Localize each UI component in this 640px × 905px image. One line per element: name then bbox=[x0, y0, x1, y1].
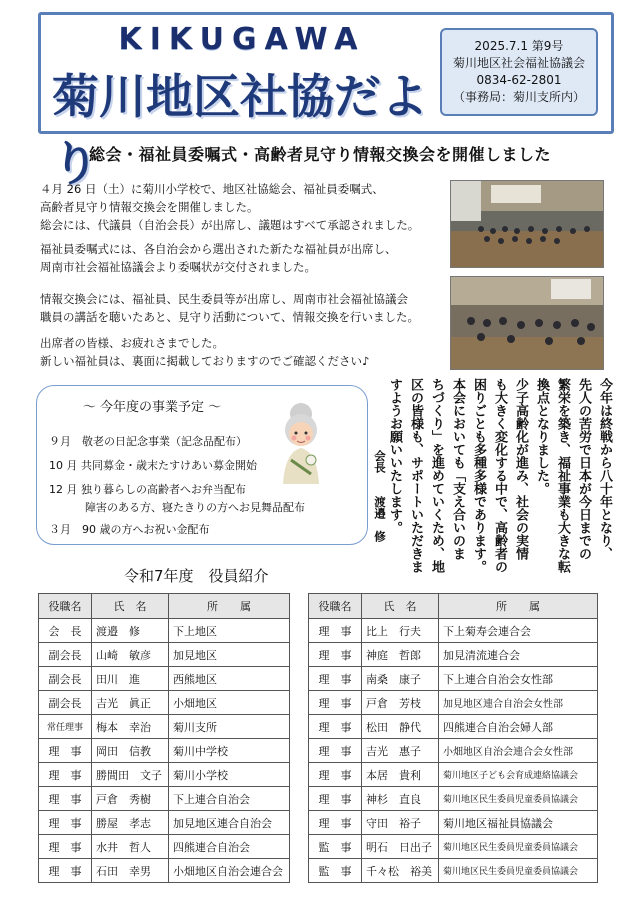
officer-name: 松田 静代 bbox=[362, 715, 439, 739]
officer-role: 副会長 bbox=[39, 691, 92, 715]
table-row bbox=[39, 691, 290, 715]
schedule-item: 障害のある方、寝たきりの方へお見舞品配布 bbox=[85, 501, 305, 514]
officer-affiliation: 菊川地区民生委員児童委員協議会 bbox=[439, 859, 598, 883]
table-row bbox=[39, 859, 290, 883]
officers-title: 令和7年度 役員紹介 bbox=[124, 567, 269, 585]
officer-role: 監 事 bbox=[309, 835, 362, 859]
message-line: 換点となりました。 bbox=[534, 378, 549, 495]
article-line: 情報交換会には、福祉員、民生委員等が出席し、周南市社会福祉協議会 bbox=[40, 292, 408, 306]
officer-role: 会 長 bbox=[39, 619, 92, 643]
schedule-item: 10 月 共同募金・歳末たすけあい募金開始 bbox=[49, 459, 257, 472]
column-header: 役職名 bbox=[309, 594, 362, 619]
table-row bbox=[309, 715, 598, 739]
officer-affiliation: 下上菊寿会連合会 bbox=[439, 619, 598, 643]
officer-role: 理 事 bbox=[39, 763, 92, 787]
officer-name: 南桑 康子 bbox=[362, 667, 439, 691]
message-line: 区の皆様も、サポートいただきま bbox=[408, 378, 423, 573]
table-row bbox=[39, 643, 290, 667]
officer-affiliation: 下上地区 bbox=[169, 619, 290, 643]
table-row bbox=[39, 835, 290, 859]
message-line: 繁栄を築き、福祉事業も大きな転 bbox=[555, 378, 570, 573]
officer-role: 理 事 bbox=[309, 619, 362, 643]
officer-role: 理 事 bbox=[309, 667, 362, 691]
table-row bbox=[39, 811, 290, 835]
officer-role: 常任理事 bbox=[39, 715, 92, 739]
officer-role: 理 事 bbox=[39, 787, 92, 811]
column-header: 氏 名 bbox=[92, 594, 169, 619]
officer-name: 梅本 幸治 bbox=[92, 715, 169, 739]
officer-affiliation: 下上連合自治会 bbox=[169, 787, 290, 811]
message-line: ちづくり」を進めていくため、地 bbox=[429, 378, 444, 573]
officer-role: 理 事 bbox=[309, 691, 362, 715]
article-line: 高齢者見守り情報交換会を開催しました。 bbox=[40, 200, 259, 214]
masthead-title-jp: 菊川地区社協だより bbox=[52, 70, 428, 192]
photo-information-exchange bbox=[450, 276, 604, 370]
column-header: 氏 名 bbox=[362, 594, 439, 619]
message-line: すようお願いいたします。 bbox=[387, 378, 402, 534]
officer-role: 理 事 bbox=[309, 787, 362, 811]
officer-role: 理 事 bbox=[309, 643, 362, 667]
officer-name: 戸倉 芳枝 bbox=[362, 691, 439, 715]
officer-affiliation: 菊川地区福祉員協議会 bbox=[439, 811, 598, 835]
schedule-item: ３月 90 歳の方へお祝い金配布 bbox=[49, 523, 210, 536]
officer-name: 本居 貴利 bbox=[362, 763, 439, 787]
officer-role: 副会長 bbox=[39, 667, 92, 691]
officers-table-left bbox=[38, 593, 290, 883]
message-line: 少子高齢化が進み、社会の実情 bbox=[513, 378, 528, 560]
table-row bbox=[309, 859, 598, 883]
table-header-row bbox=[39, 594, 290, 619]
officer-name: 石田 幸男 bbox=[92, 859, 169, 883]
schedule-title: ～ 今年度の事業予定 ～ bbox=[82, 400, 222, 415]
officer-affiliation: 加見清流連合会 bbox=[439, 643, 598, 667]
table-row bbox=[39, 739, 290, 763]
table-row bbox=[309, 763, 598, 787]
article-line: ４月 26 日（土）に菊川小学校で、地区社協総会、福祉員委嘱式、 bbox=[40, 182, 384, 196]
table-row bbox=[309, 835, 598, 859]
table-header-row bbox=[309, 594, 598, 619]
chairperson-signature: 会長 渡邉 修 bbox=[373, 450, 387, 542]
officer-name: 山崎 敏彦 bbox=[92, 643, 169, 667]
table-row bbox=[309, 739, 598, 763]
officer-affiliation: 小畑地区自治会連合会女性部 bbox=[439, 739, 598, 763]
table-row bbox=[309, 787, 598, 811]
officer-name: 明石 日出子 bbox=[362, 835, 439, 859]
officer-role: 理 事 bbox=[39, 859, 92, 883]
officer-affiliation: 四熊連合自治会婦人部 bbox=[439, 715, 598, 739]
message-line: 本会においても「支え合いのま bbox=[450, 378, 465, 560]
officer-role: 理 事 bbox=[309, 715, 362, 739]
officer-affiliation: 小畑地区 bbox=[169, 691, 290, 715]
issue-info-box bbox=[440, 28, 598, 116]
headline: 総会・福祉員委嘱式・高齢者見守り情報交換会を開催しました bbox=[88, 145, 551, 164]
article-line: 福祉員委嘱式には、各自治会から選出された新たな福祉員が出席し、 bbox=[40, 242, 397, 256]
office: （事務局：菊川支所内） bbox=[452, 90, 585, 104]
officer-affiliation: 菊川支所 bbox=[169, 715, 290, 739]
table-row bbox=[39, 763, 290, 787]
table-row bbox=[39, 667, 290, 691]
officer-name: 比上 行夫 bbox=[362, 619, 439, 643]
officer-affiliation: 菊川地区子ども会育成連絡協議会 bbox=[439, 763, 598, 787]
article-line: 総会には、代議員（自治会長）が出席し、議題はすべて承認されました。 bbox=[40, 218, 420, 232]
officer-name: 勝屋 孝志 bbox=[92, 811, 169, 835]
table-row bbox=[309, 811, 598, 835]
message-line: も大きく変化する中で、高齢者の bbox=[492, 378, 507, 573]
column-header: 所 属 bbox=[169, 594, 290, 619]
article-line: 新しい福祉員は、裏面に掲載しておりますのでご確認ください♪ bbox=[40, 354, 370, 368]
officer-name: 岡田 信教 bbox=[92, 739, 169, 763]
article-paragraph-4 bbox=[40, 334, 440, 370]
column-header: 役職名 bbox=[39, 594, 92, 619]
officers-table-right bbox=[308, 593, 598, 883]
officer-name: 神杉 直良 bbox=[362, 787, 439, 811]
masthead-title-en: KIKUGAWA bbox=[118, 22, 366, 57]
table-row bbox=[309, 667, 598, 691]
officer-role: 理 事 bbox=[309, 739, 362, 763]
issue-date: 2025.7.1 第9号 bbox=[474, 39, 564, 53]
officer-affiliation: 菊川中学校 bbox=[169, 739, 290, 763]
officer-role: 理 事 bbox=[309, 811, 362, 835]
officer-affiliation: 四熊連合自治会 bbox=[169, 835, 290, 859]
officer-name: 吉光 眞正 bbox=[92, 691, 169, 715]
phone: 0834-62-2801 bbox=[476, 73, 562, 87]
table-row bbox=[39, 619, 290, 643]
message-line: 今年は終戦から八十年となり、 bbox=[597, 378, 612, 560]
column-header: 所 属 bbox=[439, 594, 598, 619]
officer-name: 吉光 惠子 bbox=[362, 739, 439, 763]
officer-role: 理 事 bbox=[39, 739, 92, 763]
article-line: 周南市社会福祉協議会より委嘱状が交付されました。 bbox=[40, 260, 316, 274]
schedule-item: ９月 敬老の日記念事業（記念品配布） bbox=[49, 435, 247, 448]
officer-role: 監 事 bbox=[309, 859, 362, 883]
officer-name: 田川 進 bbox=[92, 667, 169, 691]
officer-name: 千々松 裕美 bbox=[362, 859, 439, 883]
officer-name: 神庭 哲郎 bbox=[362, 643, 439, 667]
table-row bbox=[309, 643, 598, 667]
officer-affiliation: 西熊地区 bbox=[169, 667, 290, 691]
officer-affiliation: 加見地区 bbox=[169, 643, 290, 667]
table-row bbox=[39, 787, 290, 811]
officer-name: 渡邉 修 bbox=[92, 619, 169, 643]
officer-name: 水井 哲人 bbox=[92, 835, 169, 859]
article-line: 職員の講話を聴いたあと、見守り活動について、情報交換を行いました。 bbox=[40, 310, 420, 324]
officer-affiliation: 小畑地区自治会連合会 bbox=[169, 859, 290, 883]
table-row bbox=[309, 619, 598, 643]
schedule-item: 12 月 独り暮らしの高齢者へお弁当配布 bbox=[49, 483, 246, 496]
photo-general-meeting bbox=[450, 180, 604, 268]
officer-name: 守田 裕子 bbox=[362, 811, 439, 835]
publisher: 菊川地区社会福祉協議会 bbox=[452, 56, 585, 70]
message-line: 先人の苦労で日本が今日までの bbox=[576, 378, 591, 560]
officer-role: 副会長 bbox=[39, 643, 92, 667]
officer-affiliation: 下上連合自治会女性部 bbox=[439, 667, 598, 691]
officer-affiliation: 加見地区連合自治会 bbox=[169, 811, 290, 835]
table-row bbox=[39, 715, 290, 739]
officer-affiliation: 菊川小学校 bbox=[169, 763, 290, 787]
officer-role: 理 事 bbox=[39, 835, 92, 859]
article-paragraph-2 bbox=[40, 240, 440, 276]
message-line: 困りごとも多種多様であります。 bbox=[471, 378, 486, 573]
officer-name: 戸倉 秀樹 bbox=[92, 787, 169, 811]
article-line: 出席者の皆様、お疲れさまでした。 bbox=[40, 336, 224, 350]
grandmother-illustration bbox=[273, 400, 329, 486]
schedule-box bbox=[36, 385, 368, 545]
officer-name: 勝間田 文子 bbox=[92, 763, 169, 787]
officer-affiliation: 菊川地区民生委員児童委員協議会 bbox=[439, 835, 598, 859]
officer-role: 理 事 bbox=[39, 811, 92, 835]
article-paragraph-1 bbox=[40, 180, 440, 234]
table-row bbox=[309, 691, 598, 715]
officer-role: 理 事 bbox=[309, 763, 362, 787]
article-paragraph-3 bbox=[40, 290, 440, 326]
officer-affiliation: 菊川地区民生委員児童委員協議会 bbox=[439, 787, 598, 811]
officer-affiliation: 加見地区連合自治会女性部 bbox=[439, 691, 598, 715]
